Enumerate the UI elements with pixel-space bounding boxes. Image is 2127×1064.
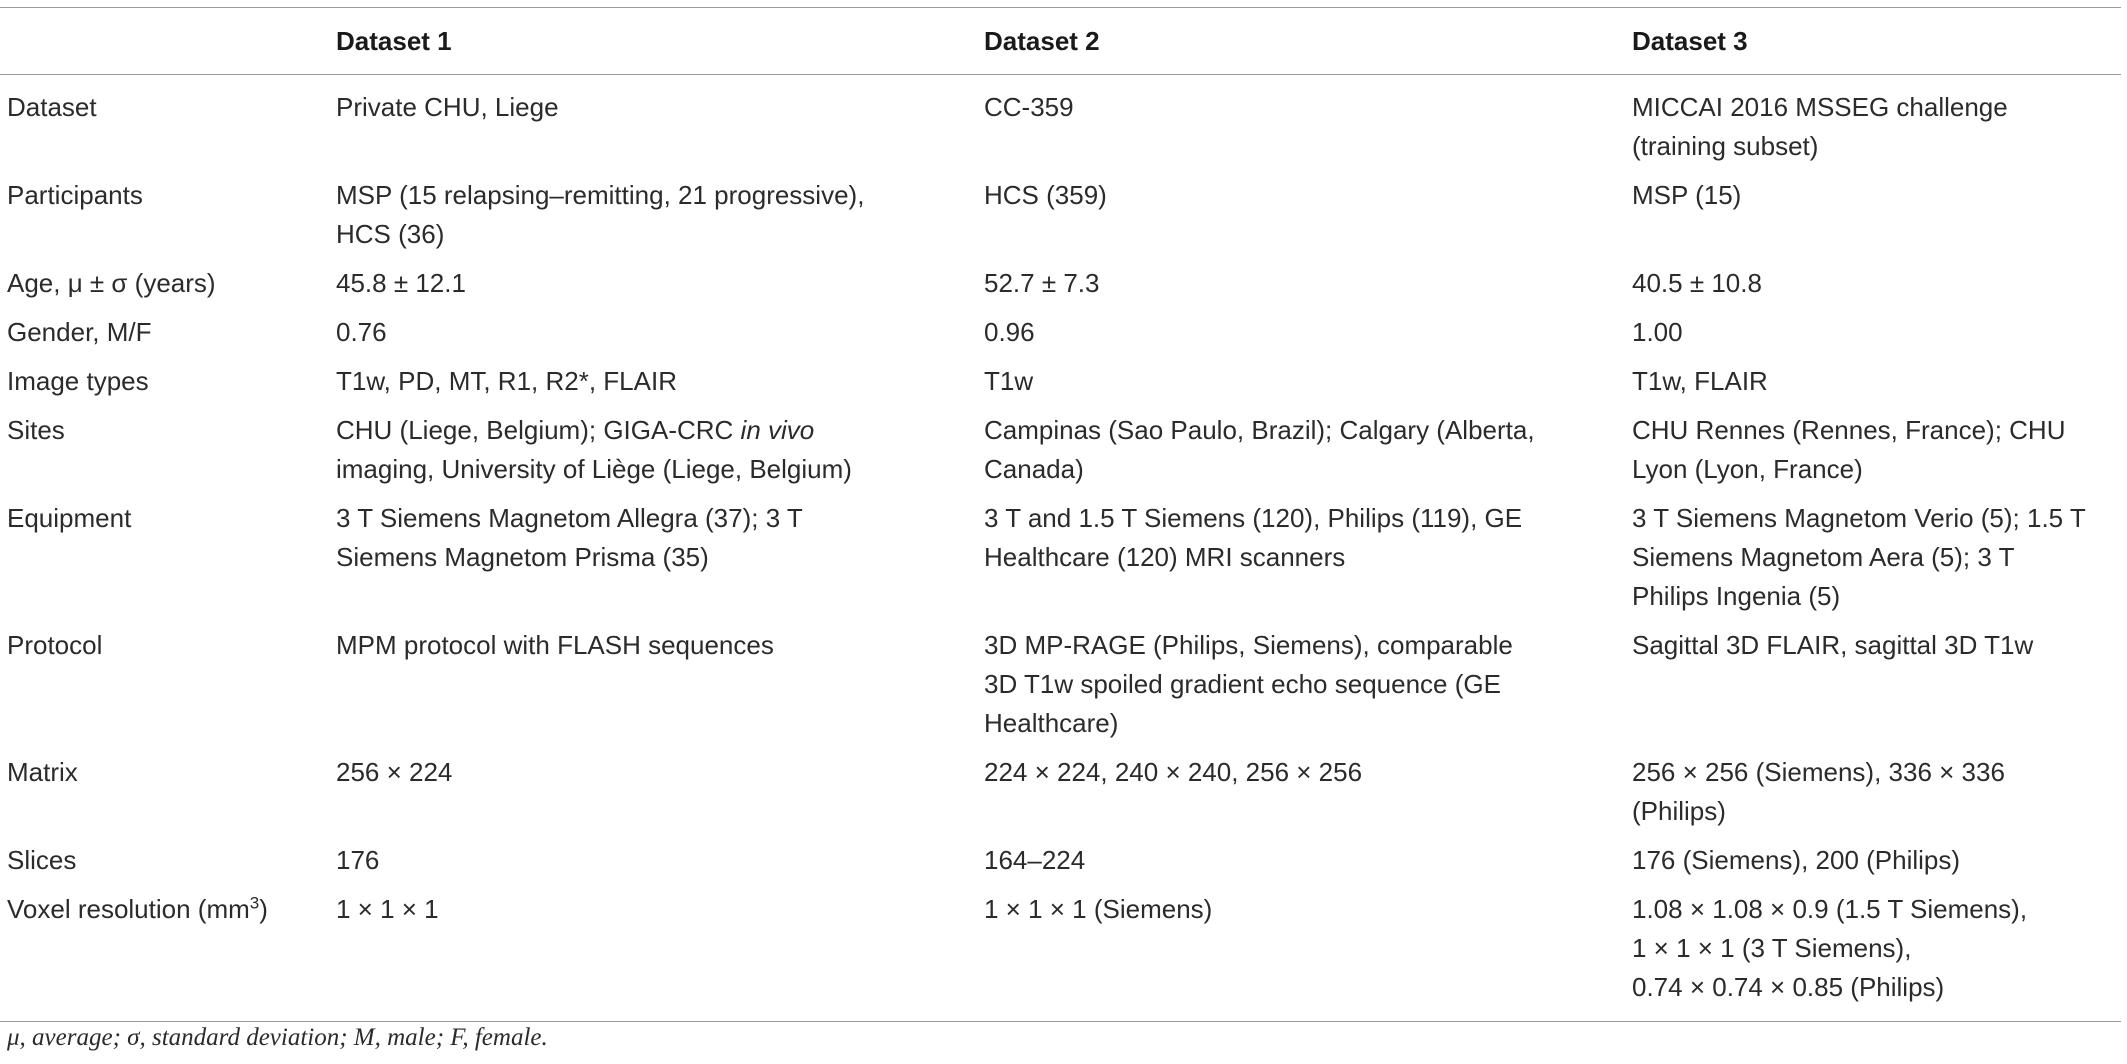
header-dataset-3: Dataset 3 bbox=[1632, 26, 1748, 56]
cell-dataset-3: Sagittal 3D FLAIR, sagittal 3D T1w bbox=[1632, 630, 2034, 660]
cell-dataset-3: 256 × 256 (Siemens), 336 × 336 (Philips) bbox=[1632, 757, 2005, 826]
cell-dataset-1: 1 × 1 × 1 bbox=[336, 894, 439, 924]
row-label: Dataset bbox=[7, 92, 97, 122]
cell-dataset-2: 52.7 ± 7.3 bbox=[984, 268, 1100, 298]
row-label: Age, μ ± σ (years) bbox=[7, 268, 216, 298]
cell-dataset-2: T1w bbox=[984, 366, 1034, 396]
cell-text: imaging, University of Liège (Liege, Belgium) bbox=[336, 454, 852, 484]
cell-dataset-2: CC-359 bbox=[984, 92, 1074, 122]
cell-dataset-1: MSP (15 relapsing–remitting, 21 progressive), HCS (36) bbox=[336, 180, 865, 249]
cell-text-italic: in vivo bbox=[740, 415, 815, 445]
table-row-dataset bbox=[0, 75, 2121, 172]
cell-dataset-1: 256 × 224 bbox=[336, 757, 453, 787]
dataset-comparison-table bbox=[0, 7, 2121, 1022]
cell-dataset-3: MICCAI 2016 MSSEG challenge (training subset) bbox=[1632, 92, 2008, 161]
header-empty bbox=[0, 8, 336, 75]
row-label: Gender, M/F bbox=[7, 317, 152, 347]
table-row-matrix bbox=[0, 748, 2121, 836]
cell-dataset-3: CHU Rennes (Rennes, France); CHU Lyon (Lyon, France) bbox=[1632, 415, 2066, 484]
cell-dataset-3: 1.08 × 1.08 × 0.9 (1.5 T Siemens), 1 × 1 × 1 (3 T Siemens), 0.74 × 0.74 × 0.85 (Philips) bbox=[1632, 894, 2028, 1002]
cell-dataset-1: 3 T Siemens Magnetom Allegra (37); 3 T Siemens Magnetom Prisma (35) bbox=[336, 503, 803, 572]
row-label-text: ) bbox=[259, 894, 268, 924]
table-row-voxel-resolution bbox=[0, 885, 2121, 1022]
row-label bbox=[0, 885, 336, 1022]
table-header-row bbox=[0, 8, 2121, 75]
table-row-slices bbox=[0, 836, 2121, 885]
cell-dataset-2: 224 × 224, 240 × 240, 256 × 256 bbox=[984, 757, 1363, 787]
cell-dataset-1: 176 bbox=[336, 845, 380, 875]
row-label: Participants bbox=[7, 180, 143, 210]
cell-dataset-2: 1 × 1 × 1 (Siemens) bbox=[984, 894, 1213, 924]
cell-dataset-3: 3 T Siemens Magnetom Verio (5); 1.5 T Siemens Magnetom Aera (5); 3 T Philips Ingenia (5) bbox=[1632, 503, 2086, 611]
cell-dataset-2: Campinas (Sao Paulo, Brazil); Calgary (Alberta, Canada) bbox=[984, 415, 1535, 484]
cell-dataset-2: HCS (359) bbox=[984, 180, 1107, 210]
table-row-equipment bbox=[0, 494, 2121, 621]
cell-dataset-1: 0.76 bbox=[336, 317, 387, 347]
cell-dataset-1: MPM protocol with FLASH sequences bbox=[336, 630, 774, 660]
header-dataset-2: Dataset 2 bbox=[984, 26, 1100, 56]
row-label: Protocol bbox=[7, 630, 103, 660]
cell-dataset-2: 0.96 bbox=[984, 317, 1035, 347]
row-label: Matrix bbox=[7, 757, 78, 787]
cell-dataset-3: 176 (Siemens), 200 (Philips) bbox=[1632, 845, 1961, 875]
cell-dataset-1 bbox=[336, 406, 984, 494]
table-footnote: μ, average; σ, standard deviation; M, male; F, female. bbox=[7, 1024, 548, 1051]
cell-dataset-1: 45.8 ± 12.1 bbox=[336, 268, 466, 298]
cell-text: CHU (Liege, Belgium); GIGA-CRC bbox=[336, 415, 741, 445]
table-row-gender bbox=[0, 308, 2121, 357]
row-label: Image types bbox=[7, 366, 149, 396]
cell-dataset-1: T1w, PD, MT, R1, R2*, FLAIR bbox=[336, 366, 677, 396]
cell-dataset-2: 3 T and 1.5 T Siemens (120), Philips (119), GE Healthcare (120) MRI scanners bbox=[984, 503, 1523, 572]
row-label-text: Voxel resolution (mm bbox=[7, 894, 250, 924]
cell-dataset-3: 1.00 bbox=[1632, 317, 1683, 347]
table-row-age bbox=[0, 259, 2121, 308]
table-row-protocol bbox=[0, 621, 2121, 748]
table-row-participants bbox=[0, 171, 2121, 259]
cell-dataset-3: 40.5 ± 10.8 bbox=[1632, 268, 1762, 298]
row-label: Slices bbox=[7, 845, 77, 875]
table-row-sites bbox=[0, 406, 2121, 494]
cell-dataset-1: Private CHU, Liege bbox=[336, 92, 559, 122]
cell-dataset-2: 3D MP-RAGE (Philips, Siemens), comparable 3D T1w spoiled gradient echo sequence (GE Healthcare) bbox=[984, 630, 1513, 738]
cell-dataset-2: 164–224 bbox=[984, 845, 1086, 875]
dataset-table-wrapper bbox=[0, 7, 2121, 1022]
cell-dataset-3: MSP (15) bbox=[1632, 180, 1742, 210]
header-dataset-1: Dataset 1 bbox=[336, 26, 452, 56]
cell-dataset-3: T1w, FLAIR bbox=[1632, 366, 1768, 396]
row-label: Sites bbox=[7, 415, 65, 445]
row-label: Equipment bbox=[7, 503, 132, 533]
table-row-image-types bbox=[0, 357, 2121, 406]
row-label-superscript: 3 bbox=[249, 893, 260, 913]
